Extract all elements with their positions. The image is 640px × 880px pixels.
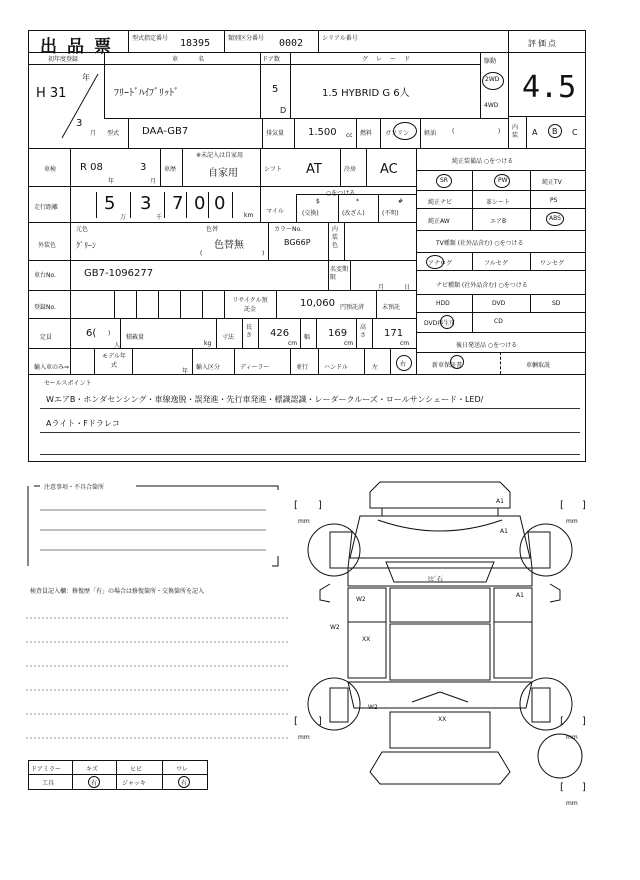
- hgt-label: 高さ: [360, 324, 367, 339]
- diag-mm-bottom: mm: [566, 800, 578, 807]
- legend-tools-have: 有: [91, 780, 98, 787]
- reg-era: H 31: [36, 86, 67, 101]
- legend-ware: ワレ: [176, 766, 189, 773]
- class-label: 類別区分番号: [228, 35, 265, 42]
- svg-text:]: ]: [318, 716, 322, 727]
- diag-a1-right: A1: [500, 528, 508, 535]
- unknown-label: (不明): [382, 210, 399, 217]
- unit-sen: 千: [156, 214, 163, 221]
- diag-mm-br: mm: [566, 734, 578, 741]
- name-change-month: 月: [378, 284, 385, 291]
- mileage-label: 走行距離: [34, 204, 59, 211]
- inspector-lines: [26, 600, 292, 750]
- equip-airbag: エアB: [490, 218, 507, 225]
- equip-aw: 純正AW: [428, 218, 450, 225]
- unit-man: 万: [120, 214, 127, 221]
- svg-text:[: [: [560, 500, 564, 511]
- cert-label: 型式指定番号: [132, 35, 169, 42]
- width-value: 169: [328, 328, 348, 339]
- fuel-gasoline: ガソリン: [385, 130, 410, 137]
- model-value: DAA-GB7: [142, 126, 189, 137]
- cc-label: 排気量: [266, 130, 285, 137]
- reg-slash: [58, 70, 104, 142]
- tv-oneseg: ワンセグ: [540, 260, 565, 267]
- name-change-day: 日: [404, 284, 411, 291]
- diag-hbishi: ﾋﾋﾞ石: [428, 576, 444, 583]
- door-type: D: [280, 106, 287, 115]
- equip-title: 純正装備品 ○をつける: [452, 158, 514, 165]
- equip-pw: PW: [498, 177, 508, 184]
- svg-text:]: ]: [318, 500, 322, 511]
- interior-c: C: [572, 128, 578, 137]
- diag-mm-bl: mm: [298, 734, 310, 741]
- cc-value: 1.500: [308, 127, 337, 138]
- chassis-label: 車台No.: [34, 272, 56, 279]
- inspector-note: 検査員記入欄：修復歴「有」の場合は修復箇所・交換箇所を記入: [30, 588, 205, 595]
- equip-tv: 純正TV: [542, 179, 562, 186]
- notes-label: 注意事項・不具合箇所: [44, 484, 105, 491]
- mileage-digit-3: 0: [194, 193, 206, 214]
- recycle-unit: 円預託済: [340, 304, 365, 311]
- interior-b: B: [552, 127, 558, 136]
- chassis-value: GB7-1096277: [84, 268, 154, 279]
- diag-xx-a: XX: [362, 636, 371, 643]
- grade-value: 1.5 HYBRID G 6人: [322, 88, 410, 99]
- legend-kizu: キズ: [86, 766, 98, 773]
- color-paren-close: ): [262, 250, 265, 257]
- legend-door-mirror: ドアミラー: [31, 766, 61, 773]
- later-title: 後日発送品 ○をつける: [456, 342, 518, 349]
- inspect-month: 3: [140, 162, 147, 173]
- nav-dvd: DVD: [492, 300, 506, 307]
- inspect-label: 車検: [44, 166, 57, 173]
- color-paren-open: (: [200, 250, 203, 257]
- dim-label: 寸法: [222, 334, 235, 341]
- diag-mm-tl: mm: [298, 518, 310, 525]
- car-name: ﾌﾘｰﾄﾞﾊｲﾌﾞﾘｯﾄﾞ: [114, 88, 179, 99]
- model-year-label: モデル年式: [102, 353, 126, 369]
- length-value: 426: [270, 328, 290, 339]
- int-color-label: 内装色: [332, 226, 339, 249]
- car-diagram: [290, 472, 590, 812]
- diag-w2-b: W2: [330, 624, 340, 631]
- recycle-label: リサイクル預託金: [232, 297, 268, 313]
- history-value: 自家用: [208, 168, 238, 179]
- doors-label: ドア数: [262, 56, 280, 63]
- svg-text:]: ]: [582, 782, 586, 793]
- name-label: 車名: [172, 56, 225, 63]
- legend-jack-have: 有: [181, 780, 188, 787]
- grade-label: グレード: [362, 56, 419, 63]
- interior-a: A: [532, 128, 538, 137]
- class-number: 0002: [279, 38, 304, 49]
- handle-right: 右: [400, 361, 407, 368]
- fuel-label: 燃料: [360, 130, 373, 137]
- mark-note-mileage: ○をつける: [326, 190, 356, 197]
- diag-a1-top: A1: [496, 498, 504, 505]
- year-unit: 年: [82, 73, 90, 82]
- wid-label: 幅: [304, 334, 311, 341]
- load-label: 積載量: [126, 334, 145, 341]
- regno-label: 登録No.: [34, 304, 56, 311]
- nav-hdd: HDD: [436, 300, 450, 307]
- month-unit: 月: [90, 130, 97, 137]
- score-value: 4.5: [522, 70, 577, 105]
- paren-open: (: [452, 128, 455, 135]
- notes-bracket: [26, 480, 286, 570]
- sales-line-1: WエアB・ホンダセンシング・車線逸脱・誤発進・先行車発進・標識認識・レーダークルーズ・ロールサンシェード・LED/: [46, 395, 484, 404]
- legend-jack: ジャッキ: [122, 780, 146, 787]
- import-type-label: 輸入区分: [196, 364, 221, 371]
- inspect-value: R 08: [80, 162, 103, 173]
- tv-title: TV種類 (社外品含む) ○をつける: [436, 240, 524, 247]
- capacity-label: 定員: [40, 334, 53, 341]
- drive-4wd: 4WD: [484, 102, 499, 109]
- svg-text:]: ]: [582, 716, 586, 727]
- handle-left: 左: [372, 364, 379, 371]
- svg-text:[: [: [560, 716, 564, 727]
- color-no-label: カラーNo.: [274, 226, 302, 233]
- equip-leather: 革シート: [486, 199, 511, 206]
- drive-2wd: 2WD: [485, 76, 500, 83]
- equip-nav: 純正ナビ: [428, 199, 453, 206]
- height-unit: cm: [400, 340, 410, 347]
- diag-w2-c: W2: [368, 704, 378, 711]
- drive-label: 駆動: [484, 58, 497, 65]
- name-change-label: 名変期限: [330, 266, 349, 281]
- doors-value: 5: [272, 84, 279, 95]
- reg-label: 初年度登録: [48, 56, 79, 63]
- color-label: 外装色: [38, 242, 57, 249]
- color-no-value: BG66P: [284, 238, 311, 247]
- capacity-close: ): [108, 330, 111, 337]
- nav-title: ナビ種類 (社外品含む) ○をつける: [436, 282, 528, 289]
- paren-close: ): [498, 128, 501, 135]
- svg-text:[: [: [294, 716, 298, 727]
- exch-label: (交換): [302, 210, 319, 217]
- reg-month: 3: [76, 118, 83, 129]
- unpaid-label: 未預託: [382, 304, 401, 311]
- legend-tools: 工具: [42, 780, 55, 787]
- symbol-dollar: $: [316, 198, 320, 205]
- equip-abs: ABS: [549, 215, 561, 222]
- length-unit: cm: [288, 340, 298, 347]
- shift-value: AT: [306, 162, 322, 177]
- handle-label: ハンドル: [324, 364, 349, 371]
- nav-dvd-play: DVD再生可: [424, 320, 456, 327]
- cert-number: 18395: [180, 38, 211, 49]
- diag-mm-tr: mm: [566, 518, 578, 525]
- mileage-digit-4: 0: [214, 193, 226, 214]
- inspect-month-unit: 月: [150, 178, 157, 185]
- equip-sunroof: SR: [440, 177, 448, 184]
- color-change-value: 色替無: [214, 240, 244, 251]
- history-note: ※未記入は自家用: [196, 152, 244, 159]
- import-label: 輸入車のみ⇒: [34, 364, 70, 371]
- interior-label: 内装: [512, 124, 519, 139]
- orig-color: ｸﾞﾘｰﾝ: [76, 241, 96, 250]
- model-year-unit: 年: [182, 368, 189, 375]
- load-unit: kg: [204, 340, 212, 347]
- mile-label: マイル: [266, 208, 284, 215]
- svg-text:[: [: [294, 500, 298, 511]
- tv-analog: アナログ: [428, 260, 453, 267]
- equip-ps: PS: [550, 197, 558, 204]
- height-value: 171: [384, 328, 404, 339]
- history-label: 車歴: [164, 166, 177, 173]
- color-change-label: 色替: [206, 226, 219, 233]
- legend-hibi: ヒビ: [130, 766, 143, 773]
- import-dealer: ディーラー: [240, 364, 270, 371]
- nav-sd: SD: [552, 300, 561, 307]
- score-label: 評価点: [528, 39, 558, 48]
- len-label: 長さ: [246, 324, 253, 339]
- mileage-digit-1: 3: [140, 193, 152, 214]
- mileage-digit-2: 7: [172, 193, 184, 214]
- diag-a1-mid: A1: [516, 592, 524, 599]
- import-parallel: 並行: [296, 364, 309, 371]
- svg-text:]: ]: [582, 500, 586, 511]
- ac-label: 冷房: [344, 166, 357, 173]
- width-unit: cm: [344, 340, 354, 347]
- inspect-year-unit: 年: [108, 178, 115, 185]
- sales-line-2: Aライト・Fドラレコ: [46, 419, 120, 428]
- form-title: 出品票: [40, 37, 121, 57]
- shift-label: シフト: [264, 166, 283, 173]
- symbol-star: *: [356, 198, 359, 205]
- mod-label: (改ざん): [342, 210, 365, 217]
- mileage-digit-0: 5: [104, 193, 116, 214]
- symbol-hash: #: [398, 198, 404, 205]
- svg-text:[: [: [560, 782, 564, 793]
- tv-fullseg: フルセグ: [484, 260, 508, 267]
- capacity-unit: 人: [114, 342, 121, 349]
- diag-xx-b: XX: [438, 716, 447, 723]
- ac-value: AC: [380, 162, 398, 177]
- diag-w2-a: W2: [356, 596, 366, 603]
- fuel-diesel: 軽油: [424, 130, 437, 137]
- recycle-value: 10,060: [300, 298, 335, 309]
- unit-km: km: [244, 212, 254, 219]
- later-manual: 車輌取説: [526, 362, 551, 369]
- model-label: 型式: [107, 130, 120, 137]
- serial-label: シリアル番号: [322, 35, 358, 42]
- cc-unit: cc: [346, 132, 353, 139]
- capacity-value: 6(: [86, 328, 97, 339]
- sales-label: セールスポイント: [44, 380, 92, 387]
- nav-cd: CD: [494, 318, 503, 325]
- later-warranty: 新車保証書: [432, 362, 463, 369]
- orig-color-label: 元色: [76, 226, 89, 233]
